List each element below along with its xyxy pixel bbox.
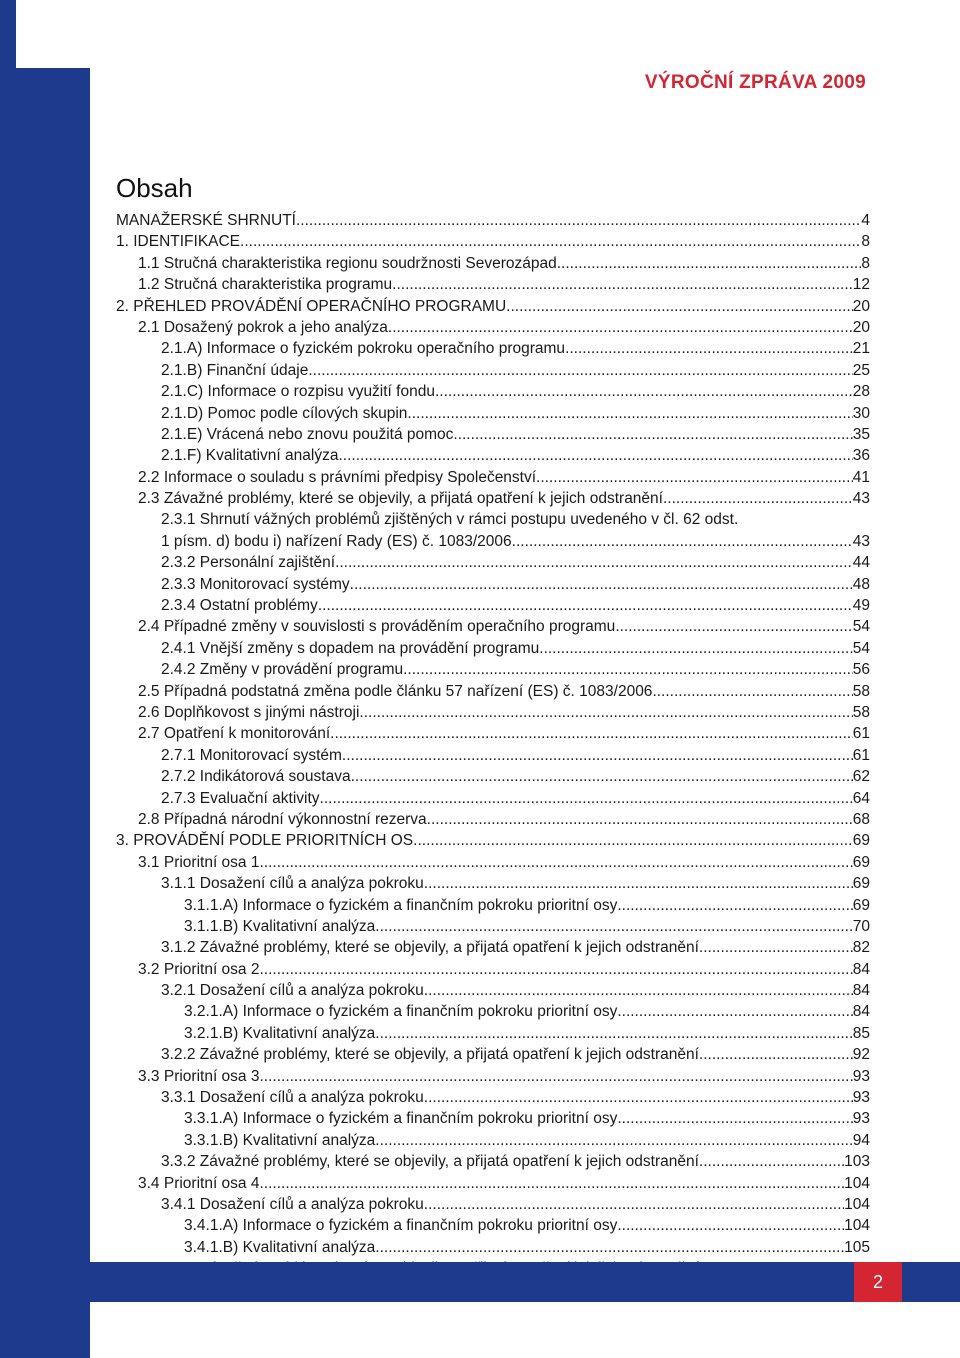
toc-entry[interactable] — [116, 852, 870, 873]
toc-dot-leader — [615, 616, 852, 637]
toc-entry-title: 3.3.1 Dosažení cílů a analýza pokroku — [161, 1089, 424, 1107]
toc-entry-page: 43 — [852, 490, 870, 508]
toc-dot-leader — [435, 381, 853, 402]
toc-entry-title: 3.3.1.B) Kvalitativní analýza — [184, 1131, 376, 1149]
toc-entry-title: 3.4.1 Dosažení cílů a analýza pokroku — [161, 1195, 424, 1213]
toc-dot-leader — [424, 1087, 853, 1108]
toc-entry-page: 21 — [852, 340, 870, 358]
toc-entry-title: 1.1 Stručná charakteristika regionu soudržnosti Severozápad — [138, 254, 557, 272]
toc-entry-title: MANAŽERSKÉ SHRNUTÍ — [116, 212, 296, 229]
toc-entry[interactable] — [116, 1173, 870, 1194]
toc-dot-leader — [512, 531, 853, 552]
toc-entry-title: 3.1.1.B) Kvalitativní analýza — [184, 917, 376, 935]
toc-entry-page: 20 — [852, 318, 870, 336]
toc-entry-page: 54 — [852, 618, 870, 636]
toc-dot-leader — [330, 723, 853, 744]
toc-entry[interactable] — [116, 467, 870, 488]
toc-entry-page: 105 — [844, 1238, 870, 1256]
toc-entry[interactable] — [116, 1023, 870, 1044]
toc-entry[interactable] — [116, 360, 870, 381]
toc-entry[interactable] — [116, 1066, 870, 1087]
toc-dot-leader — [506, 296, 853, 317]
report-title: VÝROČNÍ ZPRÁVA 2009 — [644, 72, 866, 93]
toc-entry[interactable] — [116, 488, 870, 509]
toc-entry-title: 3.4 Prioritní osa 4 — [138, 1174, 260, 1192]
toc-entry[interactable] — [116, 937, 870, 958]
toc-dot-leader — [338, 445, 852, 466]
toc-entry-title: 2.7 Opatření k monitorování — [138, 725, 331, 743]
toc-entry[interactable] — [116, 274, 870, 295]
toc-dot-leader — [318, 595, 853, 616]
toc-entry-title: 3.4.1.B) Kvalitativní analýza — [184, 1238, 376, 1256]
toc-entry-title: 2.7.1 Monitorovací systém — [161, 746, 342, 764]
toc-dot-leader — [259, 959, 852, 980]
toc-dot-leader — [259, 852, 852, 873]
toc-entry-page: 20 — [852, 297, 870, 315]
toc-dot-leader — [296, 210, 861, 231]
toc-entry-page: 69 — [852, 896, 870, 914]
toc-entry-title: 2.1.A) Informace o fyzickém pokroku operačního programu — [161, 340, 566, 358]
left-decorative-stripe — [0, 0, 90, 1358]
toc-dot-leader — [351, 766, 853, 787]
toc-entry-title: 2.3.3 Monitorovací systémy — [161, 575, 350, 593]
toc-entry[interactable] — [116, 253, 870, 274]
toc-dot-leader — [244, 231, 861, 252]
toc-entry-title: 2.4 Případné změny v souvislosti s prováděním operačního programu — [138, 618, 616, 636]
toc-dot-leader — [699, 1044, 853, 1065]
toc-dot-leader — [308, 360, 852, 381]
toc-entry[interactable] — [116, 830, 870, 851]
toc-entry-title: 1.2 Stručná charakteristika programu — [138, 276, 393, 294]
toc-entry[interactable] — [116, 702, 870, 723]
toc-entry-page: 62 — [852, 768, 870, 786]
toc-dot-leader — [617, 1215, 844, 1236]
toc-entry[interactable] — [116, 509, 870, 530]
toc-entry-title: 3.2.1.B) Kvalitativní analýza — [184, 1024, 376, 1042]
toc-entry-page: 69 — [852, 853, 870, 871]
toc-entry-title: 3. PROVÁDĚNÍ PODLE PRIORITNÍCH OS — [116, 832, 414, 850]
toc-entry[interactable] — [116, 445, 870, 466]
toc-entry-page: 56 — [852, 661, 870, 679]
toc-entry[interactable] — [116, 381, 870, 402]
toc-entry-page: 104 — [844, 1195, 870, 1213]
toc-entry-page: 84 — [852, 960, 870, 978]
toc-entry-title: 1. IDENTIFIKACE. — [116, 233, 245, 251]
toc-entry[interactable] — [116, 1237, 870, 1258]
toc-dot-leader — [557, 253, 862, 274]
toc-entry[interactable] — [116, 1087, 870, 1108]
toc-dot-leader — [453, 424, 852, 445]
toc-entry-page: 8 — [861, 233, 870, 251]
toc-entry-page: 12 — [852, 276, 870, 294]
toc-entry-title: 3.1.1 Dosažení cílů a analýza pokroku — [161, 875, 424, 893]
toc-entry-page: 93 — [852, 1110, 870, 1128]
toc-entry[interactable] — [116, 616, 870, 637]
toc-dot-leader — [407, 403, 852, 424]
toc-entry-page: 41 — [852, 468, 870, 486]
toc-dot-leader — [424, 980, 853, 1001]
toc-entry-title: 3.3.1.A) Informace o fyzickém a finančním pokroku prioritní osy — [184, 1110, 618, 1128]
toc-entry[interactable] — [116, 338, 870, 359]
toc-dot-leader — [536, 467, 853, 488]
toc-entry-title: 2.7.2 Indikátorová soustava — [161, 768, 351, 786]
toc-entry-title: 3.2.1.A) Informace o fyzickém a finančním pokroku prioritní osy — [184, 1003, 618, 1021]
toc-entry-title: 2.5 Případná podstatná změna podle článku 57 nařízení (ES) č. 1083/2006 — [138, 682, 653, 700]
toc-dot-leader — [617, 895, 852, 916]
toc-entry[interactable] — [116, 1044, 870, 1065]
toc-entry-page: 68 — [852, 810, 870, 828]
table-of-contents — [116, 210, 870, 1280]
toc-entry-page: 58 — [852, 703, 870, 721]
toc-entry-page: 49 — [852, 597, 870, 615]
toc-entry[interactable] — [116, 296, 870, 317]
toc-entry[interactable] — [116, 403, 870, 424]
toc-entry-page: 104 — [844, 1217, 870, 1235]
toc-entry-page: 82 — [852, 939, 870, 957]
toc-entry-page: 61 — [852, 746, 870, 764]
toc-entry-title: 2.1.C) Informace o rozpisu využití fondu — [161, 383, 435, 401]
toc-entry-page: 44 — [852, 554, 870, 572]
toc-dot-leader — [539, 638, 852, 659]
toc-entry[interactable] — [116, 531, 870, 552]
toc-dot-leader — [403, 659, 853, 680]
toc-entry-page: 64 — [852, 789, 870, 807]
toc-entry[interactable] — [116, 723, 870, 744]
toc-dot-leader — [424, 1194, 844, 1215]
toc-entry-title: 3.3 Prioritní osa 3 — [138, 1067, 260, 1085]
toc-entry-title: 2.4.1 Vnější změny s dopadem na provádění programu — [161, 639, 540, 657]
toc-entry-title: 2.3.4 Ostatní problémy — [161, 597, 318, 615]
toc-entry-title: 2.8 Případná národní výkonnostní rezerva — [138, 810, 427, 828]
toc-entry-page: 85 — [852, 1024, 870, 1042]
toc-entry-title: 3.1.1.A) Informace o fyzickém a finančním pokroku prioritní osy — [184, 896, 618, 914]
stripe-white-tab — [16, 0, 90, 68]
toc-entry-title: 2.1.E) Vrácená nebo znovu použitá pomoc — [161, 425, 454, 443]
toc-dot-leader — [375, 1023, 852, 1044]
toc-entry-title: 2.1 Dosažený pokrok a jeho analýza — [138, 318, 388, 336]
toc-entry[interactable] — [116, 766, 870, 787]
toc-entry-title: 3.3.2 Závažné problémy, které se objevily, a přijatá opatření k jejich odstranění — [161, 1153, 699, 1171]
toc-entry[interactable] — [116, 1215, 870, 1236]
toc-dot-leader — [392, 274, 853, 295]
toc-entry[interactable] — [116, 210, 870, 231]
toc-dot-leader — [565, 338, 853, 359]
toc-entry-title: 2.3 Závažné problémy, které se objevily, a přijatá opatření k jejich odstranění — [138, 490, 663, 508]
toc-dot-leader — [375, 1237, 844, 1258]
toc-entry-title: 2.6 Doplňkovost s jinými nástroji — [138, 703, 360, 721]
toc-entry[interactable] — [116, 895, 870, 916]
toc-entry-page: 93 — [852, 1067, 870, 1085]
toc-dot-leader — [320, 788, 853, 809]
toc-dot-leader — [388, 317, 853, 338]
toc-dot-leader — [359, 702, 852, 723]
toc-entry[interactable] — [116, 1194, 870, 1215]
toc-dot-leader — [375, 1130, 852, 1151]
toc-dot-leader — [424, 873, 853, 894]
toc-dot-leader — [350, 574, 853, 595]
toc-entry-page: 69 — [852, 832, 870, 850]
toc-entry-page: 61 — [852, 725, 870, 743]
toc-entry[interactable] — [116, 1151, 870, 1172]
toc-dot-leader — [699, 937, 853, 958]
toc-dot-leader — [259, 1173, 844, 1194]
toc-entry[interactable] — [116, 959, 870, 980]
toc-entry-title: 3.1.2 Závažné problémy, které se objevily, a přijatá opatření k jejich odstranění — [161, 939, 699, 957]
toc-dot-leader — [342, 745, 853, 766]
toc-dot-leader — [652, 681, 852, 702]
toc-entry[interactable] — [116, 788, 870, 809]
toc-entry[interactable] — [116, 638, 870, 659]
toc-entry-page: 30 — [852, 404, 870, 422]
toc-entry-page: 69 — [852, 875, 870, 893]
toc-dot-leader — [375, 916, 852, 937]
toc-entry-title: 2.4.2 Změny v provádění programu — [161, 661, 404, 679]
toc-entry-page: 92 — [852, 1046, 870, 1064]
page-number: 2 — [872, 1272, 883, 1292]
toc-entry-page: 43 — [852, 532, 870, 550]
toc-dot-leader — [617, 1108, 852, 1129]
toc-entry[interactable] — [116, 552, 870, 573]
toc-entry-page: 36 — [852, 447, 870, 465]
toc-entry-page: 25 — [852, 361, 870, 379]
toc-entry[interactable] — [116, 595, 870, 616]
toc-entry-title: 2.3.1 Shrnutí vážných problémů zjištěných v rámci postupu uvedeného v čl. 62 odst. — [161, 511, 739, 529]
toc-entry-page: 84 — [852, 1003, 870, 1021]
toc-entry[interactable] — [116, 681, 870, 702]
toc-dot-leader — [617, 1001, 852, 1022]
toc-entry[interactable] — [116, 317, 870, 338]
toc-entry[interactable] — [116, 659, 870, 680]
toc-dot-leader — [663, 488, 853, 509]
toc-entry-page: 94 — [852, 1131, 870, 1149]
toc-entry-title: 2. PŘEHLED PROVÁDĚNÍ OPERAČNÍHO PROGRAMU — [116, 297, 507, 315]
toc-dot-leader — [259, 1066, 852, 1087]
toc-entry[interactable] — [116, 980, 870, 1001]
toc-entry-title: 2.1.D) Pomoc podle cílových skupin — [161, 404, 408, 422]
toc-entry-title: 3.1 Prioritní osa 1 — [138, 853, 260, 871]
toc-entry-title: 3.4.1.A) Informace o fyzickém a finančním pokroku prioritní osy — [184, 1217, 618, 1235]
toc-entry-page: 84 — [852, 982, 870, 1000]
toc-entry-page: 103 — [844, 1153, 870, 1171]
toc-entry-title: 3.2.2 Závažné problémy, které se objevily, a přijatá opatření k jejich odstranění — [161, 1046, 699, 1064]
toc-entry[interactable] — [116, 809, 870, 830]
toc-entry-title: 2.7.3 Evaluační aktivity — [161, 789, 320, 807]
toc-entry[interactable] — [116, 574, 870, 595]
toc-entry-title: 2.1.F) Kvalitativní analýza — [161, 447, 339, 465]
toc-entry-title: 2.1.B) Finanční údaje — [161, 361, 309, 379]
footer-band — [0, 1262, 960, 1302]
toc-dot-leader — [427, 809, 853, 830]
toc-dot-leader — [699, 1151, 844, 1172]
toc-dot-leader — [413, 830, 853, 851]
toc-entry-title: 2.3.2 Personální zajištění — [161, 554, 336, 572]
toc-entry[interactable] — [116, 424, 870, 445]
toc-entry-page: 70 — [852, 917, 870, 935]
toc-entry-page: 54 — [852, 639, 870, 657]
toc-entry-page: 4 — [861, 212, 870, 229]
toc-entry-title: 3.2 Prioritní osa 2 — [138, 960, 260, 978]
toc-entry-title: 1 písm. d) bodu i) nařízení Rady (ES) č. 1083/2006 — [161, 532, 512, 550]
toc-dot-leader — [335, 552, 853, 573]
toc-entry-page: 48 — [852, 575, 870, 593]
toc-entry-page: 28 — [852, 383, 870, 401]
toc-entry-page: 104 — [844, 1174, 870, 1192]
toc-entry[interactable] — [116, 873, 870, 894]
toc-entry-page: 35 — [852, 425, 870, 443]
toc-entry[interactable] — [116, 231, 870, 252]
toc-entry-title: 3.2.1 Dosažení cílů a analýza pokroku — [161, 982, 424, 1000]
toc-entry-page: 93 — [852, 1089, 870, 1107]
toc-entry[interactable] — [116, 745, 870, 766]
toc-heading: Obsah — [116, 173, 193, 203]
toc-entry[interactable] — [116, 1001, 870, 1022]
toc-entry-page: 58 — [852, 682, 870, 700]
toc-entry-page: 8 — [861, 254, 870, 272]
toc-entry[interactable] — [116, 916, 870, 937]
toc-entry[interactable] — [116, 1108, 870, 1129]
toc-entry-title: 2.2 Informace o souladu s právními předpisy Společenství — [138, 468, 537, 486]
toc-entry[interactable] — [116, 1130, 870, 1151]
